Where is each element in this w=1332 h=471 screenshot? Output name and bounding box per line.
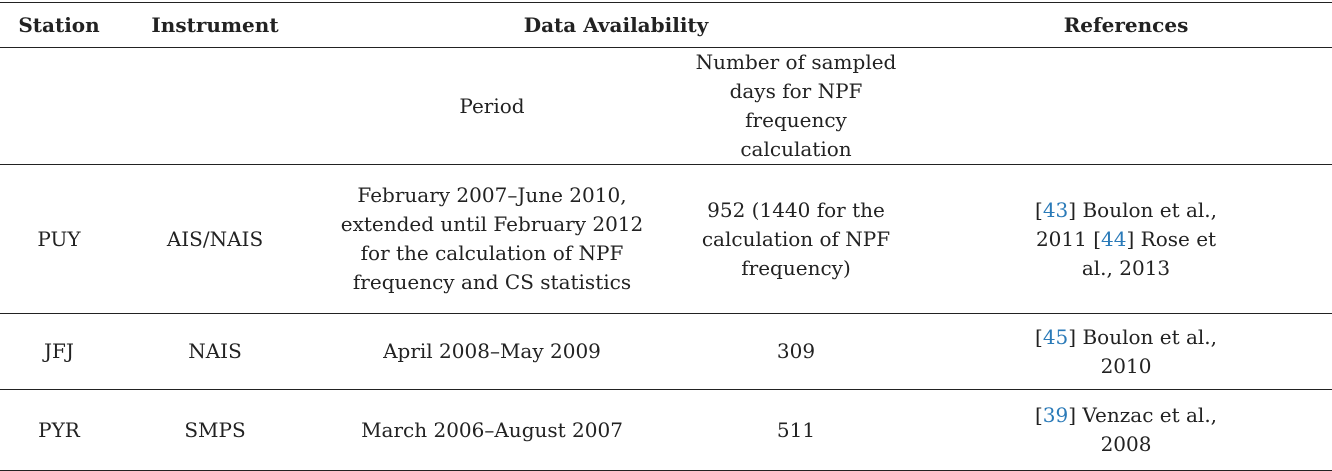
cell-period: April 2008–May 2009: [312, 314, 672, 390]
references-text: [1031, 323, 1221, 381]
data-table: [0, 2, 1332, 471]
references-text: [1031, 401, 1221, 459]
cell-references: [920, 165, 1332, 314]
subheader-line: days for NPF frequency: [729, 79, 863, 132]
cell-sampled-days: 309: [672, 314, 920, 390]
cell-station: PUY: [0, 165, 118, 314]
bracket: ]: [1126, 226, 1135, 251]
bracket: [: [1034, 403, 1043, 427]
reference-text: Venzac et al., 2008: [1076, 403, 1218, 456]
citation-link[interactable]: 43: [1042, 197, 1069, 222]
bracket: ]: [1068, 324, 1077, 349]
header-data-availability: Data Availability: [312, 3, 920, 48]
citation-link[interactable]: 39: [1042, 403, 1069, 427]
period-line: extended until February 2012: [340, 212, 644, 236]
bracket: [: [1035, 197, 1043, 222]
days-line: 952 (1440 for the: [707, 197, 885, 222]
table-row: [0, 314, 1332, 390]
cell-station: JFJ: [0, 314, 118, 390]
subheader-empty: [920, 48, 1332, 165]
cell-references: [920, 390, 1332, 471]
period-line: for the calculation of NPF: [360, 241, 624, 265]
citation-link[interactable]: 45: [1042, 324, 1069, 349]
reference-text: Rose et al., 2013: [1081, 226, 1217, 280]
cell-sampled-days: 511: [672, 390, 920, 471]
reference-text: Boulon et al., 2010: [1076, 324, 1218, 378]
bracket: [: [1035, 324, 1043, 349]
cell-instrument: AIS/NAIS: [118, 165, 312, 314]
header-references: References: [920, 3, 1332, 48]
table-row: [0, 390, 1332, 471]
cell-period: March 2006–August 2007: [312, 390, 672, 471]
bracket: ]: [1068, 197, 1077, 222]
period-line: February 2007–June 2010,: [357, 183, 627, 207]
subheader-empty: [0, 48, 118, 165]
days-line: calculation of NPF: [701, 226, 891, 251]
header-row: [0, 3, 1332, 48]
reference-text: Boulon et al., 2011: [1035, 197, 1218, 251]
header-instrument: Instrument: [118, 3, 312, 48]
subheader-period: Period: [312, 48, 672, 165]
subheader-sampled-days: [672, 48, 920, 165]
cell-instrument: SMPS: [118, 390, 312, 471]
cell-instrument: NAIS: [118, 314, 312, 390]
cell-references: [920, 314, 1332, 390]
references-text: [1026, 196, 1226, 283]
table-row: [0, 165, 1332, 314]
days-line: frequency): [741, 255, 851, 280]
cell-station: PYR: [0, 390, 118, 471]
bracket: ]: [1068, 403, 1077, 427]
subheader-line: calculation: [740, 137, 852, 161]
cell-period: [312, 165, 672, 314]
period-line: frequency and CS statistics: [352, 270, 632, 294]
subheader-row: [0, 48, 1332, 165]
header-station: Station: [0, 3, 118, 48]
citation-link[interactable]: 44: [1101, 226, 1127, 251]
subheader-line: Number of sampled: [695, 50, 897, 74]
bracket: [: [1093, 226, 1102, 251]
cell-sampled-days: [672, 165, 920, 314]
subheader-empty: [118, 48, 312, 165]
